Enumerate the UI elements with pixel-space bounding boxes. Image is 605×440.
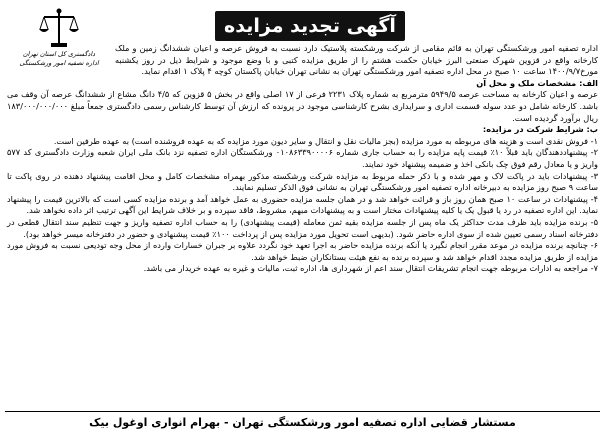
section-a-heading: الف: مشخصات ملک و محل آن: [476, 77, 598, 88]
auction-notice: [5, 3, 600, 434]
condition-item: ۱- فروش نقدی است و هزینه های مربوطه به مورد مزایده (بجز مالیات نقل و انتقال و سایر دیون مورد مزایده که به عهده فروشنده است) به عهده طرفین است.: [53, 135, 598, 146]
section-b-heading: ب: شرایط شرکت در مزایده:: [482, 124, 598, 135]
condition-item: ۶- چنانچه برنده مزایده در موعد مقرر انجام نگیرد یا آنکه برنده مزایده حاضر به اجرا تعهد خود نگردد علاوه بر جبران خسارات وارده از محل وجه تودیعی نسبت به فروش مورد مزایده از طریق مزایده مجدد اقدام خواهد شد و سپرده برنده به نفع هیئت بستانکاران ضبط خواهد شد.: [7, 240, 598, 262]
signature-footer: مستشار قضایی اداره تصفیه امور ورشکستگی تهران - بهرام انواری اوغول بیک: [5, 411, 600, 434]
condition-item: ۲- پیشنهاددهندگان باید قبلاً ۱۰٪ قیمت پایه مزایده را به حساب جاری شماره ۰۱۰۸۶۳۳۹۰۰۰۰۶ ورشکستگان اداره تصفیه نزد بانک ملی ایران شعبه وزارت دادگستری کد ۵۷۷ واریز و یا معادل رقم فوق چک بانکی اخذ و ضمیمه پیشنهاد خود نمایند.: [7, 147, 599, 169]
condition-item: ۵- برنده مزایده باید ظرف مدت حداکثر یک ماه پس از جلسه مزایده بقیه ثمن معامله (قیمت پیشنهادی) را به حساب اداره تصفیه واریز و جهت تنظیم سند انتقال قطعی در دفترخانه اسناد رسمی تعیین شده از سوی اداره حاضر شود. (بدیهی است تحویل مورد مزایده پس از پرداخت ۱۰۰٪ قیمت پیشنهادی و حضور در دفترخانه میسر خواهد بود).: [7, 216, 598, 239]
notice-body: [5, 43, 600, 275]
condition-item: ۳- پیشنهادات باید در پاکت لاک و مهر شده و با ذکر حمله مربوط به مزایده شرکت ورشکسته مذکور بهمراه مشخصات کامل و محل اقامت پیشنهاد دهنده در روی پاکت تا ساعت ۹ صبح روز مزایده به دبیرخانه اداره تصفیه امور ورشکستگی تهران به نشانی فوق الذکر تسلیم نمایند.: [7, 170, 598, 193]
condition-item: ۷- مراجعه به ادارات مربوطه جهت انجام تشریفات انتقال سند اعم از شهرداری ها، اداره ثبت، مالیات و غیره به عهده خریدار می باشد.: [143, 263, 598, 274]
page-title: آگهی تجدید مزایده: [215, 11, 405, 41]
intro-paragraph: اداره تصفیه امور ورشکستگی تهران به قائم مقامی از شرکت ورشکسته پلاستیک دارد نسبت به فروش عرصه و اعیان ششدانگ زمین و ملک کارخانه واقع در قزوین شهرک صنعتی البرز خیابان حکمت هشتم را از طریق مزایده کتبی و با وضع موجود و شرایط ذیل در روز یکشنبه مورخ۱۴۰۰/۹/۷ ساعت ۱۰ صبح در محل اداره تصفیه امور ورشکستگی تهران به نشانی تهران خیابان پاکستان کوچه ۴ پلاک ۱ اقدام نماید.: [115, 43, 598, 77]
emblem-line-2: اداره تصفیه امور ورشکستگی: [19, 59, 99, 67]
emblem-line-1: دادگستری کل استان تهران: [22, 50, 96, 58]
condition-item: ۴- پیشنهادات در ساعت ۱۰ صبح همان روز باز و قرائت خواهد شد و در همان جلسه مزایده حضوری به عمل خواهد آمد و برنده مزایده کسی است که بالاترین قیمت را پیشنهاد نماید. این اداره تصفیه در رد یا قبول یک یا کلیه پیشنهادات مختار است و به پیشنهادات مبهم، مشروط، فاقد سپرده و بر خلاف شرایط این آگهی ترتیب اثر داده نخواهد شد.: [7, 193, 598, 216]
section-a-text: عرصه و اعیان کارخانه به مساحت عرصه ۵۹۴۹/۵ مترمربع به شماره پلاک ۲۲۳۱ فرعی از ۱۷ اصلی واقع در بخش ۵ قزوین که ۴/۵ دانگ مشاع از ششدانگ عرصه آن وقف می باشد. کارخانه شامل دو عدد سوله قسمت اداری و سرایداری بشرح کارشناسی موجود در پرونده که ارزش آن توسط کارشناس رسمی دادگستری جمعاً مبلغ ۱۸۳/۰۰۰/۰۰۰/۰۰۰ ریال برآورد گردیده است.: [7, 89, 598, 123]
